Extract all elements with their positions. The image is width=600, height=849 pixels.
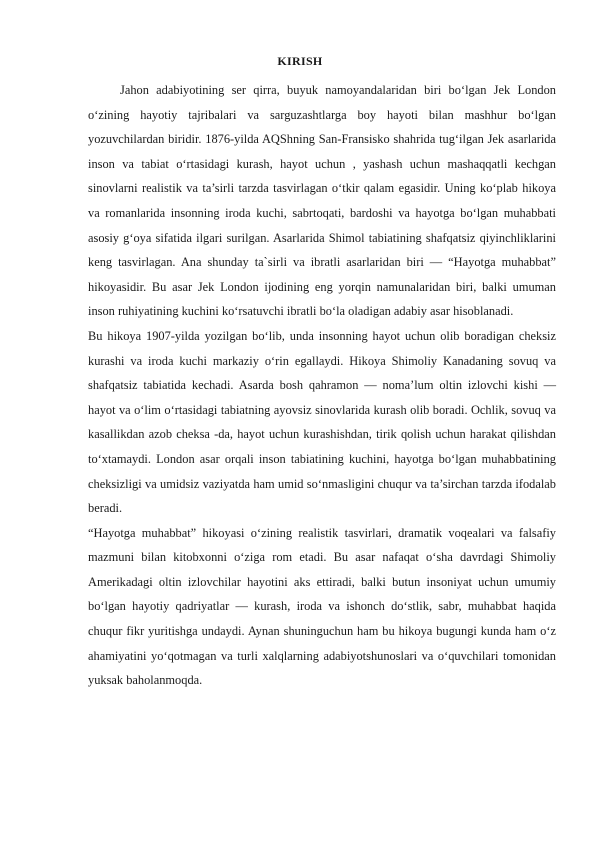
document-body: [88, 78, 556, 693]
paragraph-story-summary: Bu hikoya 1907-yilda yozilgan bo‘lib, unda insonning hayot uchun olib boradigan cheksiz kurashi va iroda kuchi markaziy o‘rin egallaydi. Hikoya Shimoliy Kanadaning sovuq va shafqatsiz tabiatida kechadi. Asarda bosh qahramon — noma’lum oltin izlovchi kishi — hayot va o‘lim o‘rtasidagi tabiatning ayovsiz sinovlarida kurash olib boradi. Ochlik, sovuq va kasallikdan azob cheksa -da, hayot uchun kurashishdan, tirik qolish uchun harakat qilishdan to‘xtamaydi. London asar orqali inson tabiatining kuchini, hayotga bo‘lgan muhabbatining cheksizligi va umidsiz vaziyatda ham umid so‘nmasligini chuqur va ta’sirchan tarzda ifodalab beradi.: [88, 328, 556, 516]
paragraph-intro: Jahon adabiyotining ser qirra, buyuk namoyandalaridan biri bo‘lgan Jek London o‘zining hayotiy tajribalari va sarguzashtlarga boy hayoti bilan mashhur bo‘lgan yozuvchilardan biridir. 1876-yilda AQShning San-Fransisko shahrida tug‘ilgan Jek asarlarida inson va tabiat o‘rtasidagi kurash, hayot uchun , yashash uchun mashaqqatli kechgan sinovlarni realistik va ta’sirli tarzda tasvirlagan o‘tkir qalam egasidir. Uning ko‘plab hikoya va romanlarida insonning iroda kuchi, sabrtoqati, bardoshi va hayotga bo‘lgan muhabbati asosiy g‘oya sifatida ilgari surilgan. Asarlarida Shimol tabiatining shafqatsiz qiyinchliklarini keng tasvirlagan. Ana shunday ta`sirli va ibratli asarlaridan biri — “Hayotga muhabbat” hikoyasidir. Bu asar Jek London ijodining eng yorqin namunalaridan biri, balki umuman inson ruhiyatining kuchini ko‘rsatuvchi ibratli bo‘la oladigan adabiy asar hisoblanadi.: [88, 83, 556, 319]
paragraph-significance: “Hayotga muhabbat” hikoyasi o‘zining realistik tasvirlari, dramatik voqealari va falsafiy mazmuni bilan kitobxonni o‘ziga rom etadi. Bu asar nafaqat o‘sha davrdagi Shimoliy Amerikadagi oltin izlovchilar hayotini aks ettiradi, balki butun insoniyat uchun umumiy bo‘lgan hayotiy qadriyatlar — kurash, iroda va ishonch do‘stlik, sabr, muhabbat haqida chuqur fikr yuritishga undaydi. Aynan shuninguchun ham bu hikoya bugungi kunda ham o‘z ahamiyatini yo‘qotmagan va turli xalqlarning adabiyotshunoslari va o‘quvchilari tomonidan yuksak baholanmoqda.: [88, 525, 556, 688]
page-title: KIRISH: [277, 54, 323, 68]
